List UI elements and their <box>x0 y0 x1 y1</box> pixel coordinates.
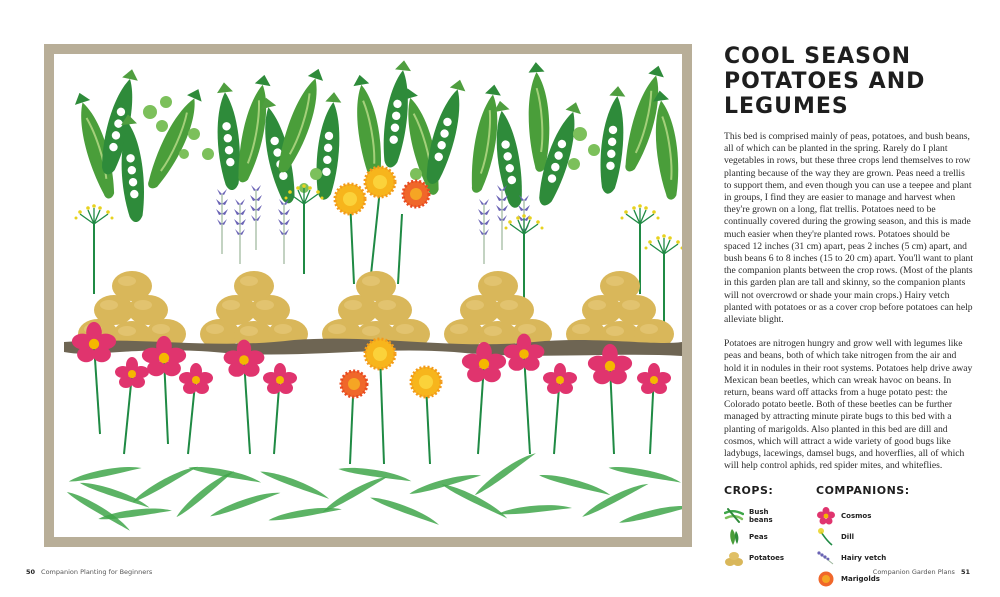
article-title <box>724 44 974 119</box>
footer-right <box>873 568 970 576</box>
peas-icon <box>724 528 744 546</box>
illustration-canvas <box>54 54 682 537</box>
article-body <box>724 131 974 472</box>
page-number-left: 50 <box>26 568 36 576</box>
legend-item-peas: Peas <box>724 526 790 547</box>
bean-row <box>66 448 682 531</box>
chapter-title: Companion Garden Plans <box>872 568 955 576</box>
title-line-2: POTATOES AND <box>724 69 926 94</box>
legend-item-bush-beans: Bush beans <box>724 505 790 526</box>
illustration-frame <box>44 44 692 547</box>
legend-item-marigolds: Marigolds <box>816 568 926 589</box>
page-number-right: 51 <box>960 568 970 576</box>
article <box>724 44 974 589</box>
paragraph-1: This bed is comprised mainly of peas, potatoes, and bush beans, all of which can be planted in the spring. Rarely do I plant vegetables in rows, but these three crops lend themselves to row planting because of the way they are grown. Peas need a trellis to support them, and even though you can use a teepee and plant in groups, I find they are easier to manage and harvest when they're grown on a long, flat trellis. Potatoes need to be continually covered during the growing season, and this is made much easier when they're planted rows. Potatoes should be spaced 12 inches (31 cm) apart, peas 2 inches (5 cm) apart, and bush beans 6 to 8 inches (15 to 20 cm) apart. You'll want to plant the companion plants between the crop rows. (Most of the plants in this garden plan are tall and skinny, so the companion plants will not overcrowd or shade your main crops.) Hairy vetch planted with potatoes or as a cover crop before potatoes can help alleviate blight. <box>724 131 974 326</box>
hairy-vetch-icon <box>816 549 836 567</box>
marigolds-icon <box>816 570 836 588</box>
title-line-1: COOL SEASON <box>724 44 912 69</box>
legend-item-dill: Dill <box>816 526 926 547</box>
crops-legend <box>724 484 790 589</box>
bush-beans-icon <box>724 507 744 525</box>
legend-item-hairy-vetch: Hairy vetch <box>816 547 926 568</box>
garden-bed-illustration <box>54 54 682 537</box>
title-line-3: LEGUMES <box>724 94 849 119</box>
potatoes-icon <box>724 549 744 567</box>
cosmos-icon <box>816 507 836 525</box>
legend-item-cosmos: Cosmos <box>816 505 926 526</box>
footer-left <box>26 568 152 576</box>
paragraph-2: Potatoes are nitrogen hungry and grow well with legumes like peas and beans, both of which take nitrogen from the air and hold it in nodules in their root systems. Potatoes help drive away Mexican bean beetles, which can wreak havoc on beans. In return, beans ward off attacks from a huge potato pest: the Colorado potato beetle. Both of these beetles can be further managed by attracting minute pirate bugs to this bed with a planting of marigolds. Also planted in this bed are dill and cosmos, which will attract a wide variety of good bugs like ladybugs, lacewings, damsel bugs, and hoverflies, all of which will help control aphids, red spider mites, and whiteflies. <box>724 338 973 472</box>
legend-item-potatoes: Potatoes <box>724 547 790 568</box>
book-title: Companion Planting for Beginners <box>41 568 153 576</box>
pea-row <box>69 59 682 223</box>
dill-icon <box>816 528 836 546</box>
crops-heading: CROPS: <box>724 484 774 498</box>
companions-heading: COMPANIONS: <box>816 484 910 498</box>
